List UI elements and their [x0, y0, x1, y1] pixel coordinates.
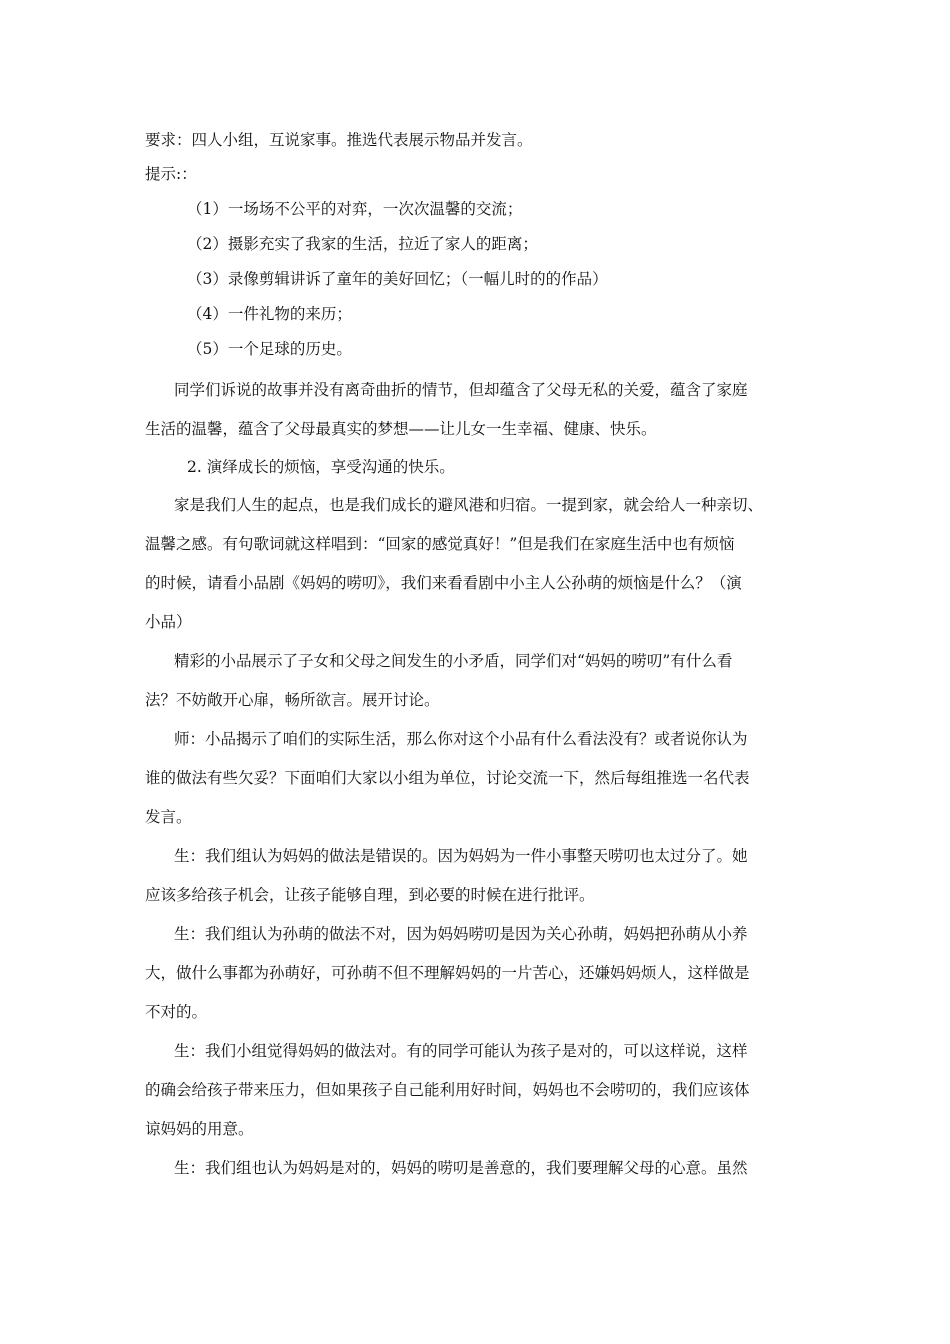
requirement-line: 要求：四人小组，互说家事。推选代表展示物品并发言。 [145, 131, 533, 149]
paragraph-line: 生：我们组认为妈妈的做法是错误的。因为妈妈为一件小事整天唠叨也太过分了。她 [174, 847, 748, 865]
paragraph-line: 谁的做法有些欠妥？下面咱们大家以小组为单位，讨论交流一下，然后每组推选一名代表 [145, 769, 750, 787]
paragraph-line: 同学们诉说的故事并没有离奇曲折的情节，但却蕴含了父母无私的关爱，蕴含了家庭 [174, 381, 748, 399]
paragraph-line: 不对的。 [145, 1003, 208, 1021]
hint-item-5: （5）一个足球的历史。 [187, 340, 352, 358]
paragraph-line: 的确会给孩子带来压力，但如果孩子自己能利用好时间，妈妈也不会唠叨的，我们应该体 [145, 1081, 750, 1099]
hint-label: 提示:： [145, 165, 197, 183]
hint-item-1: （1）一场场不公平的对弈，一次次温馨的交流； [187, 200, 523, 218]
hint-item-2: （2）摄影充实了我家的生活，拉近了家人的距离； [187, 235, 538, 253]
paragraph-line: 应该多给孩子机会，让孩子能够自理，到必要的时候在进行批评。 [145, 886, 595, 904]
paragraph-line: 生：我们小组觉得妈妈的做法对。有的同学可能认为孩子是对的，可以这样说，这样 [174, 1042, 748, 1060]
paragraph-line: 谅妈妈的用意。 [145, 1120, 254, 1138]
hint-item-3: （3）录像剪辑讲诉了童年的美好回忆；（一幅儿时的的作品） [187, 270, 608, 288]
paragraph-line: 生：我们组也认为妈妈是对的，妈妈的唠叨是善意的，我们要理解父母的心意。虽然 [174, 1159, 748, 1177]
paragraph-line: 小品） [145, 613, 192, 631]
paragraph-line: 大，做什么事都为孙萌好，可孙萌不但不理解妈妈的一片苦心，还嫌妈妈烦人，这样做是 [145, 964, 750, 982]
paragraph-line: 法？不妨敞开心扉，畅所欲言。展开讨论。 [145, 691, 440, 709]
paragraph-line: 精彩的小品展示了子女和父母之间发生的小矛盾，同学们对“妈妈的唠叨”有什么看 [174, 652, 733, 670]
paragraph-line: 家是我们人生的起点，也是我们成长的避风港和归宿。一提到家，就会给人一种亲切、 [174, 496, 764, 514]
paragraph-line: 发言。 [145, 808, 192, 826]
paragraph-line: 的时候，请看小品剧《妈妈的唠叨》，我们来看看剧中小主人公孙萌的烦恼是什么？（演 [145, 574, 742, 592]
hint-item-4: （4）一件礼物的来历； [187, 305, 352, 323]
paragraph-line: 生：我们组认为孙萌的做法不对，因为妈妈唠叨是因为关心孙萌，妈妈把孙萌从小养 [174, 925, 748, 943]
paragraph-line: 温馨之感。有句歌词就这样唱到：“回家的感觉真好！”但是我们在家庭生活中也有烦恼 [145, 535, 735, 553]
section-heading-2: 2. 演绎成长的烦恼，享受沟通的快乐。 [187, 458, 455, 476]
paragraph-line: 师：小品揭示了咱们的实际生活，那么你对这个小品有什么看法没有？或者说你认为 [174, 730, 748, 748]
paragraph-line: 生活的温馨，蕴含了父母最真实的梦想——让儿女一生幸福、健康、快乐。 [145, 420, 657, 438]
